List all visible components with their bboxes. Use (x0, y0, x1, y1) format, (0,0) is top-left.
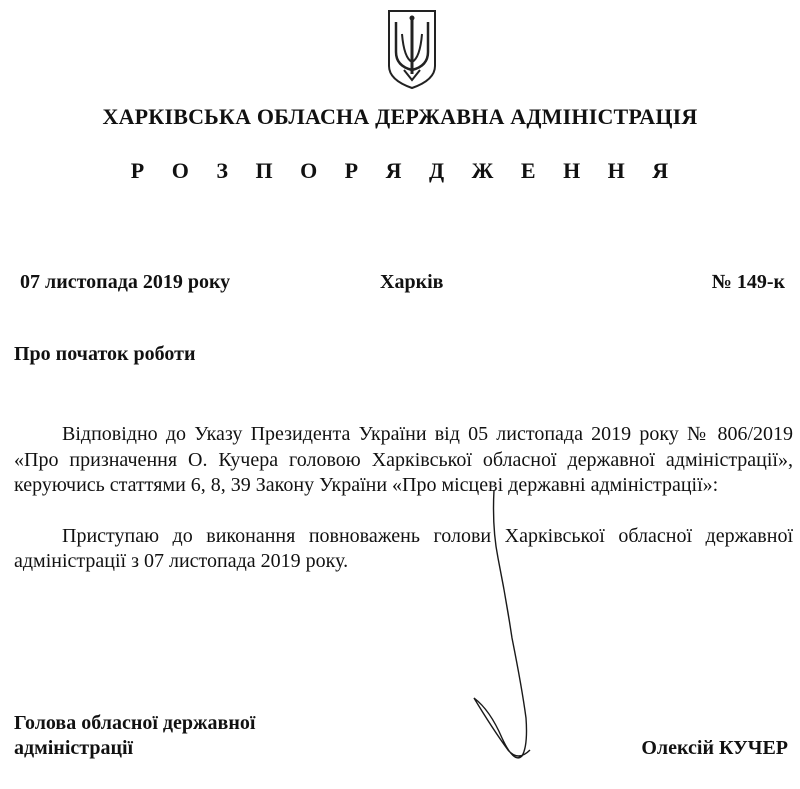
document-type-heading: Р О З П О Р Я Д Ж Е Н Н Я (130, 158, 680, 183)
signatory-position-line: адміністрації (14, 737, 134, 759)
body-paragraph: Приступаю до виконання повноважень голови Харківської обласної державної адміністрації з 07 листопада 2019 року. (14, 524, 793, 572)
document-city: Харків (380, 271, 444, 293)
organization-title: ХАРКІВСЬКА ОБЛАСНА ДЕРЖАВНА АДМІНІСТРАЦІЯ (102, 104, 698, 129)
document-subject: Про початок роботи (14, 343, 196, 365)
document-number: № 149-к (711, 271, 785, 293)
signatory-name: Олексій КУЧЕР (641, 737, 788, 759)
signatory-position (14, 711, 255, 761)
document-body (14, 422, 793, 575)
signatory-position-line: Голова обласної державної (14, 712, 256, 734)
body-paragraph: Відповідно до Указу Президента України від 05 листопада 2019 року № 806/2019 «Про призначення О. Кучера головою Харківської обласної державної адміністрації», керуючись статтями 6, 8, 39 Закону України «Про місцеві державні адміністрації»: (14, 423, 793, 496)
trident-emblem-icon (386, 8, 438, 90)
document-date: 07 листопада 2019 року (20, 271, 231, 293)
